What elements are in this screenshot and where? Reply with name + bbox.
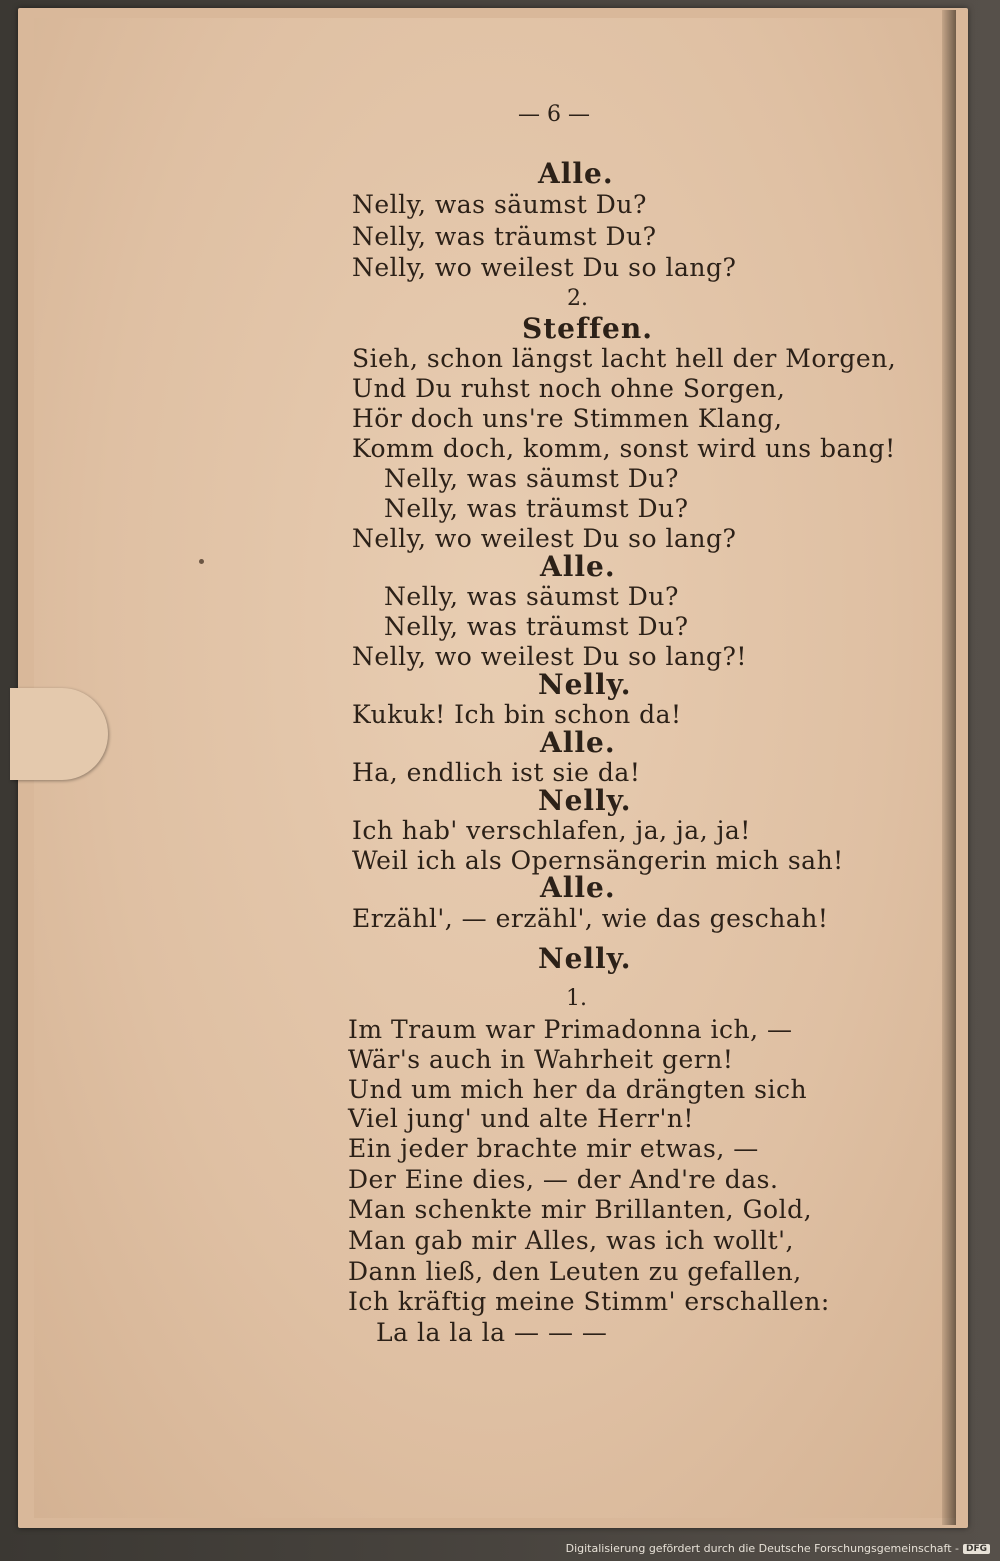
verse-line: Man gab mir Alles, was ich wollt', <box>348 1226 795 1255</box>
verse-line: Man schenkte mir Brillanten, Gold, <box>348 1195 813 1224</box>
verse-line: Nelly, was säumst Du? <box>384 582 679 611</box>
speaker-heading: Alle. <box>540 871 616 904</box>
verse-line: Ein jeder brachte mir etwas, — <box>348 1134 759 1163</box>
verse-line: Ich hab' verschlafen, ja, ja, ja! <box>352 816 751 845</box>
verse-line: Komm doch, komm, sonst wird uns bang! <box>352 434 896 463</box>
verse-line: Hör doch uns're Stimmen Klang, <box>352 404 783 433</box>
verse-line: Ha, endlich ist sie da! <box>352 758 641 787</box>
verse-line: Ich kräftig meine Stimm' erschallen: <box>348 1287 830 1316</box>
speaker-heading: Nelly. <box>538 942 632 975</box>
speaker-heading: Alle. <box>540 726 616 759</box>
verse-line: Kukuk! Ich bin schon da! <box>352 700 682 729</box>
speaker-heading: Steffen. <box>522 312 653 345</box>
verse-line: Nelly, was träumst Du? <box>384 612 689 641</box>
verse-line: Der Eine dies, — der And're das. <box>348 1165 779 1194</box>
verse-line: Sieh, schon längst lacht hell der Morgen, <box>352 344 897 373</box>
verse-line: Nelly, was träumst Du? <box>352 222 657 251</box>
verse-line: Nelly, was träumst Du? <box>384 494 689 523</box>
verse-line: Und Du ruhst noch ohne Sorgen, <box>352 374 786 403</box>
verse-line: Nelly, was säumst Du? <box>352 190 647 219</box>
stanza-number: 1. <box>566 986 587 1011</box>
speaker-heading: Alle. <box>540 550 616 583</box>
page-number: — 6 — <box>518 102 590 127</box>
verse-line: Dann ließ, den Leuten zu gefallen, <box>348 1257 802 1286</box>
verse-line: Erzähl', — erzähl', wie das geschah! <box>352 904 829 933</box>
digitization-credit <box>566 1542 990 1555</box>
verse-line: Nelly, wo weilest Du so lang? <box>352 524 737 553</box>
verse-line: Viel jung' und alte Herr'n! <box>348 1104 694 1133</box>
speaker-heading: Nelly. <box>538 784 632 817</box>
stanza-number: 2. <box>567 286 588 311</box>
verse-line: Im Traum war Primadonna ich, — <box>348 1015 793 1044</box>
credit-text: Digitalisierung gefördert durch die Deutsche Forschungsgemeinschaft - <box>565 1542 959 1555</box>
verse-line: Wär's auch in Wahrheit gern! <box>348 1045 734 1074</box>
verse-line: Nelly, wo weilest Du so lang? <box>352 253 737 282</box>
verse-line: Nelly, was säumst Du? <box>384 464 679 493</box>
verse-line: Nelly, wo weilest Du so lang?! <box>352 642 747 671</box>
speaker-heading: Alle. <box>538 157 614 190</box>
verse-line: La la la la — — — <box>376 1318 608 1347</box>
verse-line: Weil ich als Opernsängerin mich sah! <box>352 846 844 875</box>
dfg-logo: DFG <box>963 1544 990 1554</box>
verse-line: Und um mich her da drängten sich <box>348 1075 808 1104</box>
speaker-heading: Nelly. <box>538 668 632 701</box>
